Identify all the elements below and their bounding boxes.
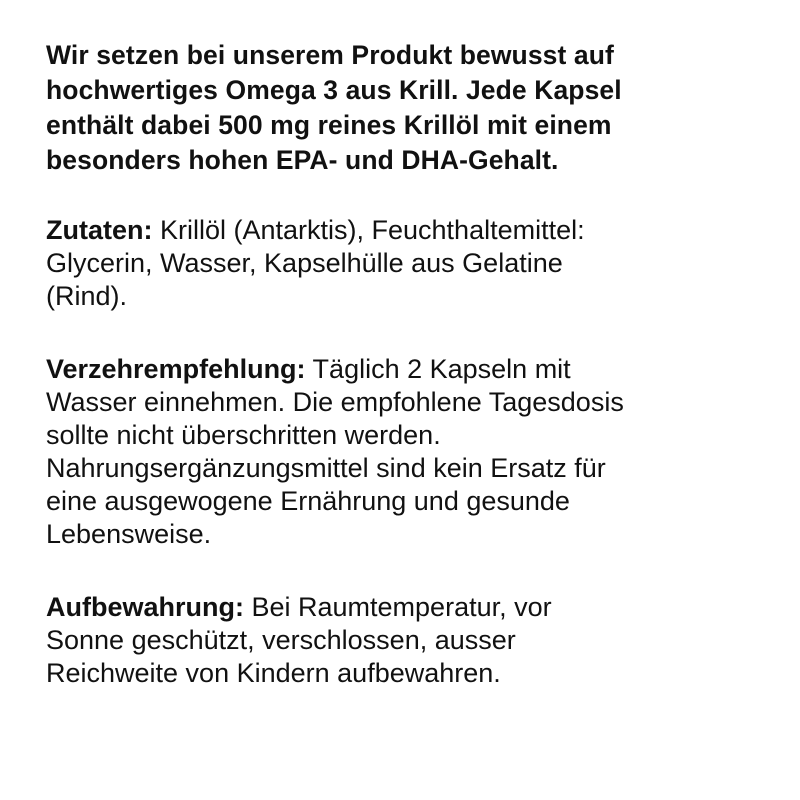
ingredients-line: Krillöl (Antarktis), Feuchthaltemittel: [152,215,585,245]
storage-line: Sonne geschützt, verschlossen, ausser [46,625,516,655]
ingredients-section [46,214,766,313]
dosage-section [46,353,766,551]
dosage-line: Nahrungsergänzungsmittel sind kein Ersatz für [46,453,606,483]
ingredients-line: (Rind). [46,281,128,311]
intro-line: enthält dabei 500 mg reines Krillöl mit einem [46,110,612,140]
intro-line: hochwertiges Omega 3 aus Krill. Jede Kapsel [46,75,622,105]
ingredients-line: Glycerin, Wasser, Kapselhülle aus Gelatine [46,248,563,278]
storage-label: Aufbewahrung: [46,592,244,622]
intro-line: Wir setzen bei unserem Produkt bewusst auf [46,40,614,70]
dosage-line: sollte nicht überschritten werden. [46,420,441,450]
dosage-label: Verzehrempfehlung: [46,354,306,384]
intro-line: besonders hohen EPA- und DHA-Gehalt. [46,145,559,175]
dosage-line: Lebensweise. [46,519,212,549]
dosage-line: Wasser einnehmen. Die empfohlene Tagesdosis [46,387,624,417]
dosage-line: Täglich 2 Kapseln mit [305,354,571,384]
ingredients-label: Zutaten: [46,215,153,245]
storage-section [46,591,766,690]
product-description [46,38,766,730]
storage-line: Reichweite von Kindern aufbewahren. [46,658,501,688]
storage-line: Bei Raumtemperatur, vor [243,592,552,622]
intro-paragraph [46,38,766,178]
dosage-line: eine ausgewogene Ernährung und gesunde [46,486,570,516]
